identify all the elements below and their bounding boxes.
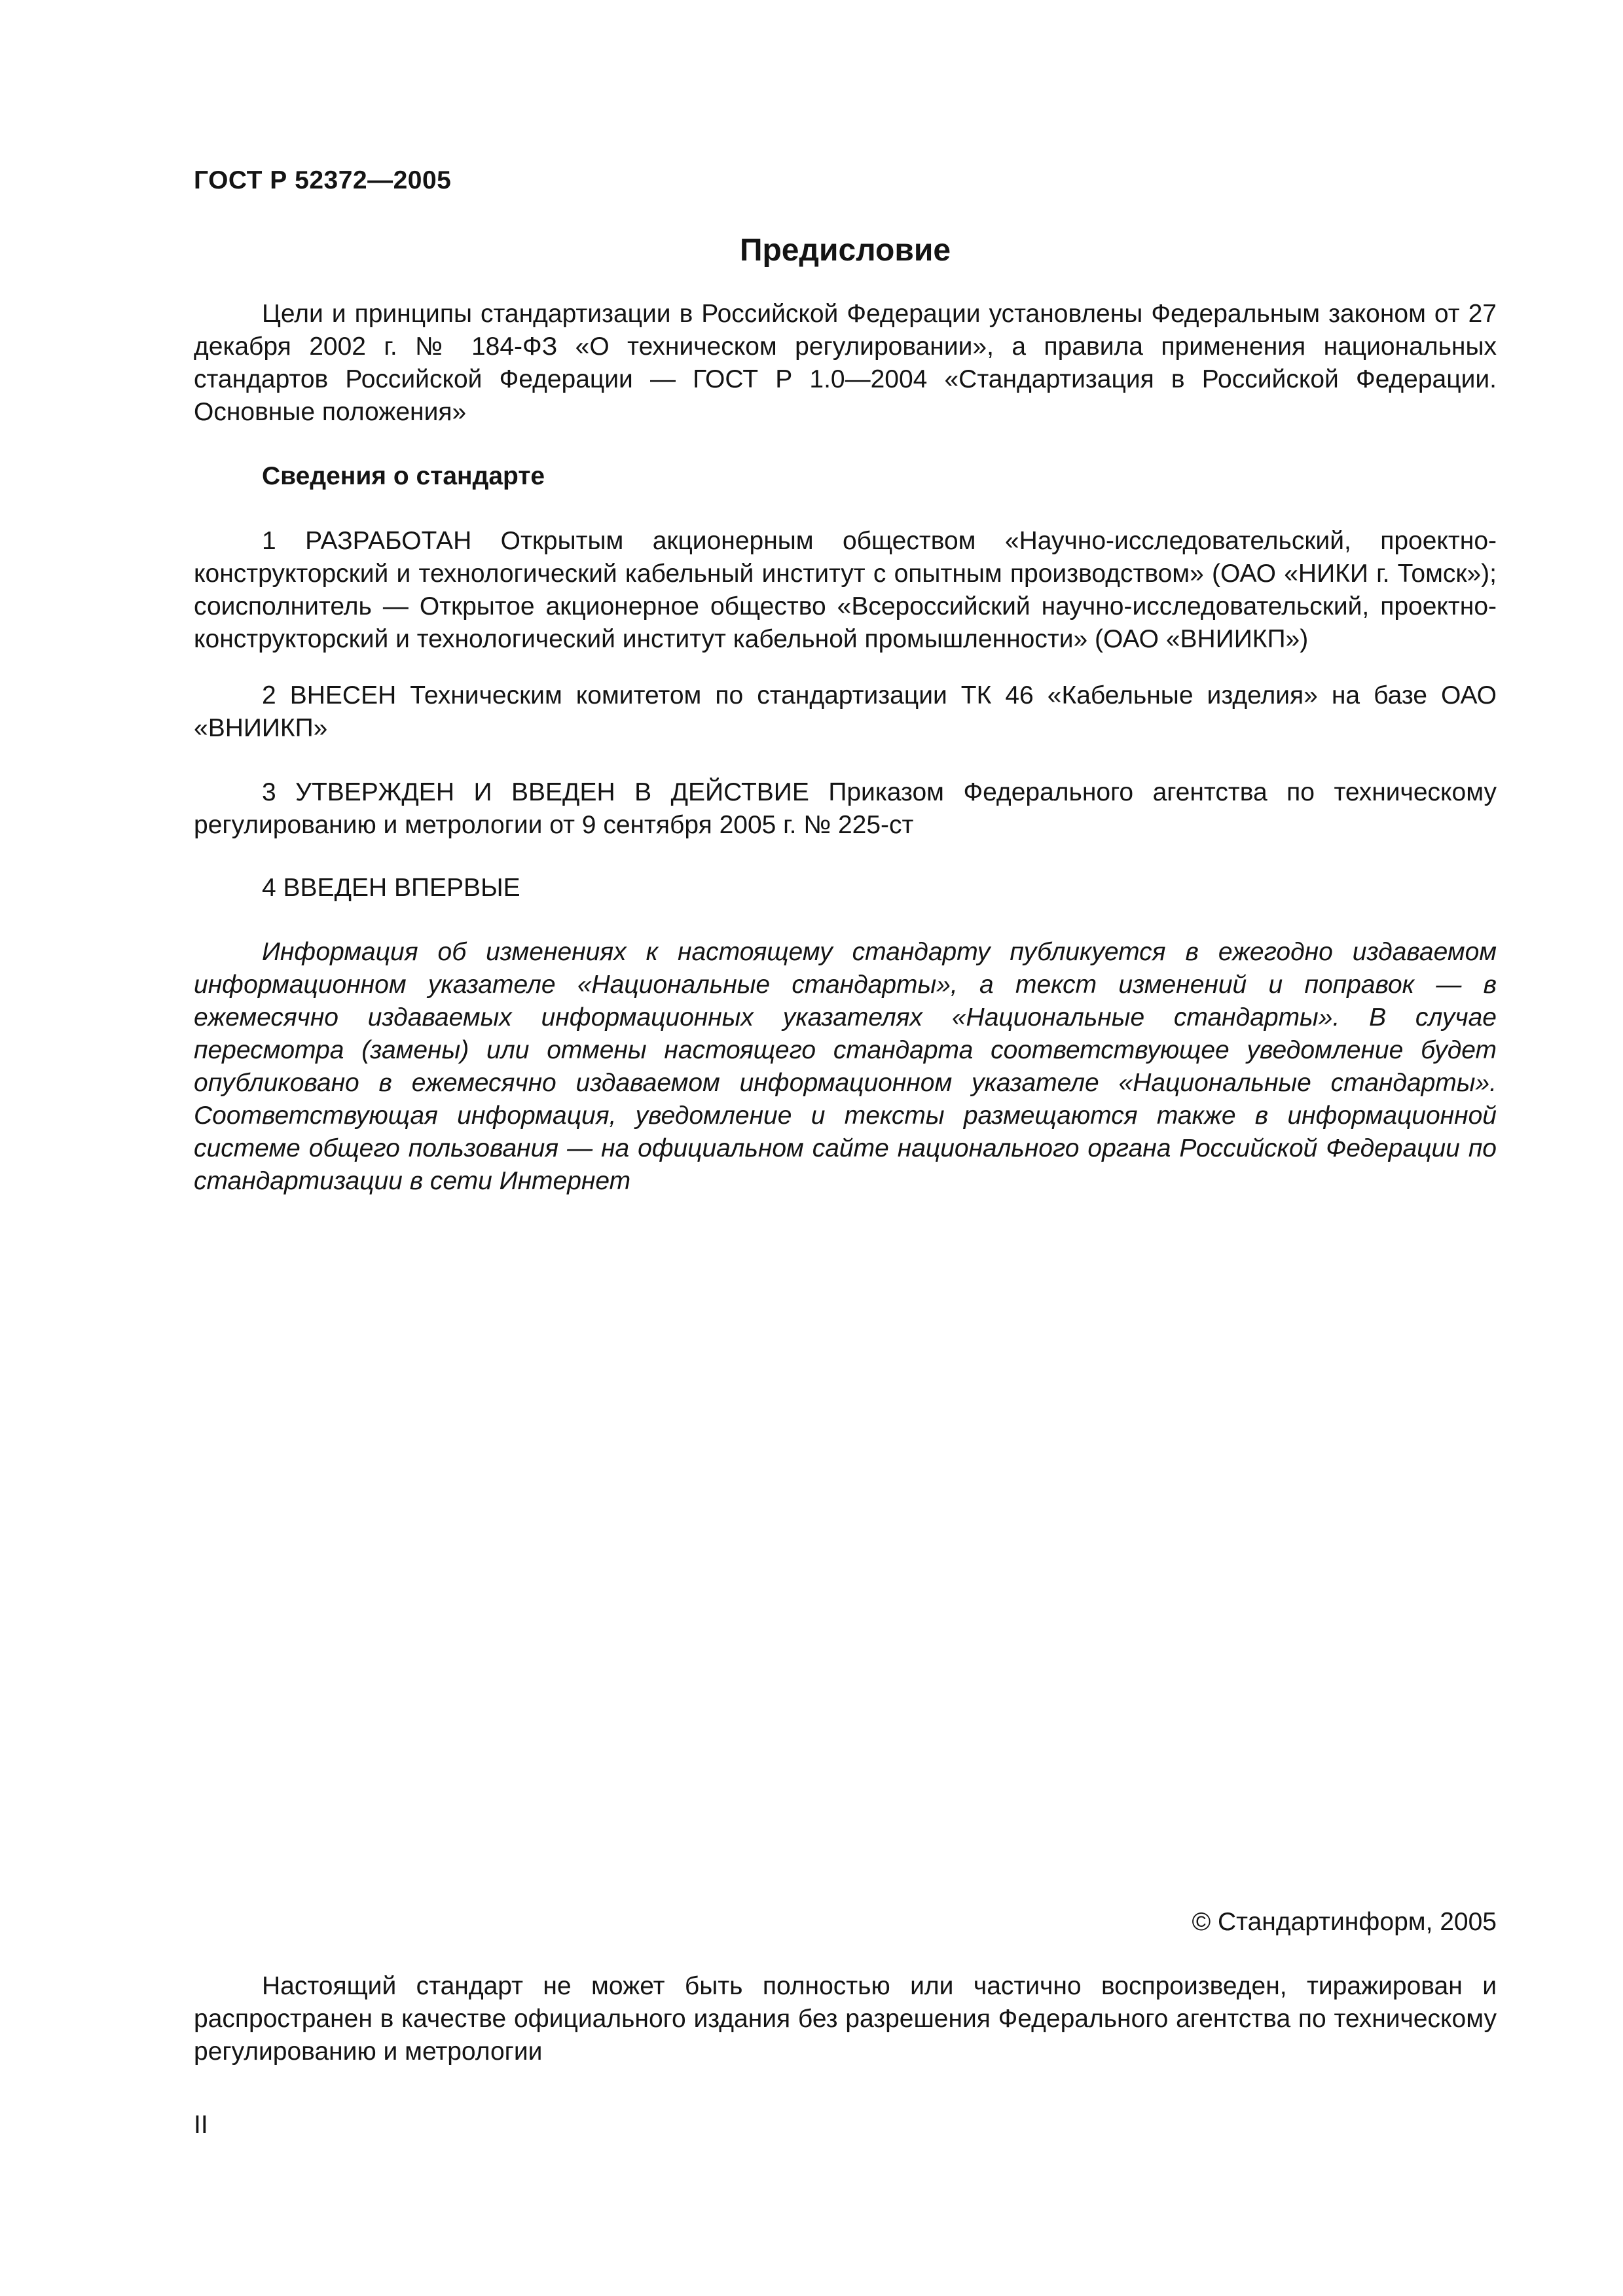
- standard-info-item-3: 3 УТВЕРЖДЕН И ВВЕДЕН В ДЕЙСТВИЕ Приказом Федерального агентства по техническому регулированию и метрологии от 9 сентября 2005 г. № 225-ст: [194, 778, 1497, 839]
- reproduction-notice-paragraph: Настоящий стандарт не может быть полностью или частично воспроизведен, тиражирован и распространен в качестве официального издания без разрешения Федерального агентства по техническому регулированию и метрологии: [194, 1972, 1497, 2066]
- document-code: ГОСТ Р 52372—2005: [194, 166, 452, 194]
- copyright-line: © Стандартинформ, 2005: [1192, 1908, 1497, 1936]
- page-number: II: [194, 2111, 208, 2139]
- standard-info-item-2-block: [194, 679, 1497, 745]
- reproduction-notice-block: [194, 1970, 1497, 2068]
- standard-info-item-3-block: [194, 776, 1497, 842]
- standard-info-item-2: 2 ВНЕСЕН Техническим комитетом по стандартизации ТК 46 «Кабельные изделия» на базе ОАО «ВНИИКП»: [194, 681, 1497, 742]
- changes-notice-block: [194, 936, 1497, 1198]
- intro-block: [194, 298, 1497, 429]
- standard-info-heading: Сведения о стандарте: [262, 462, 545, 490]
- standard-info-item-1: 1 РАЗРАБОТАН Открытым акционерным обществом «Научно-исследовательский, проектно-конструкторский и технологический кабельный институт с опытным производством» (ОАО «НИКИ г. Томск»); соисполнитель — Открытое акционерное общество «Всероссийский научно-исследовательский, проектно-конструкторский и технологический институт кабельной промышленности» (ОАО «ВНИИКП»): [194, 527, 1497, 653]
- standard-info-item-1-block: [194, 525, 1497, 656]
- changes-notice-paragraph: Информация об изменениях к настоящему стандарту публикуется в ежегодно издаваемом информационном указателе «Национальные стандарты», а текст изменений и поправок — в ежемесячно издаваемых информационных указателях «Национальные стандарты». В случае пересмотра (замены) или отмены настоящего стандарта соответствующее уведомление будет опубликовано в ежемесячно издаваемом информационном указателе «Национальные стандарты». Соответствующая информация, уведомление и тексты размещаются также в информационной системе общего пользования — на официальном сайте национального органа Российской Федерации по стандартизации в сети Интернет: [194, 938, 1497, 1195]
- page-title: Предисловие: [739, 233, 951, 268]
- standard-info-item-4-block: [194, 872, 1497, 905]
- intro-paragraph: Цели и принципы стандартизации в Российской Федерации установлены Федеральным законом от 27 декабря 2002 г. № 184-ФЗ «О техническом регулировании», а правила применения национальных стандартов Российской Федерации — ГОСТ Р 1.0—2004 «Стандартизация в Российской Федерации. Основные положения»: [194, 300, 1497, 426]
- standard-info-item-4: 4 ВВЕДЕН ВПЕРВЫЕ: [262, 874, 520, 902]
